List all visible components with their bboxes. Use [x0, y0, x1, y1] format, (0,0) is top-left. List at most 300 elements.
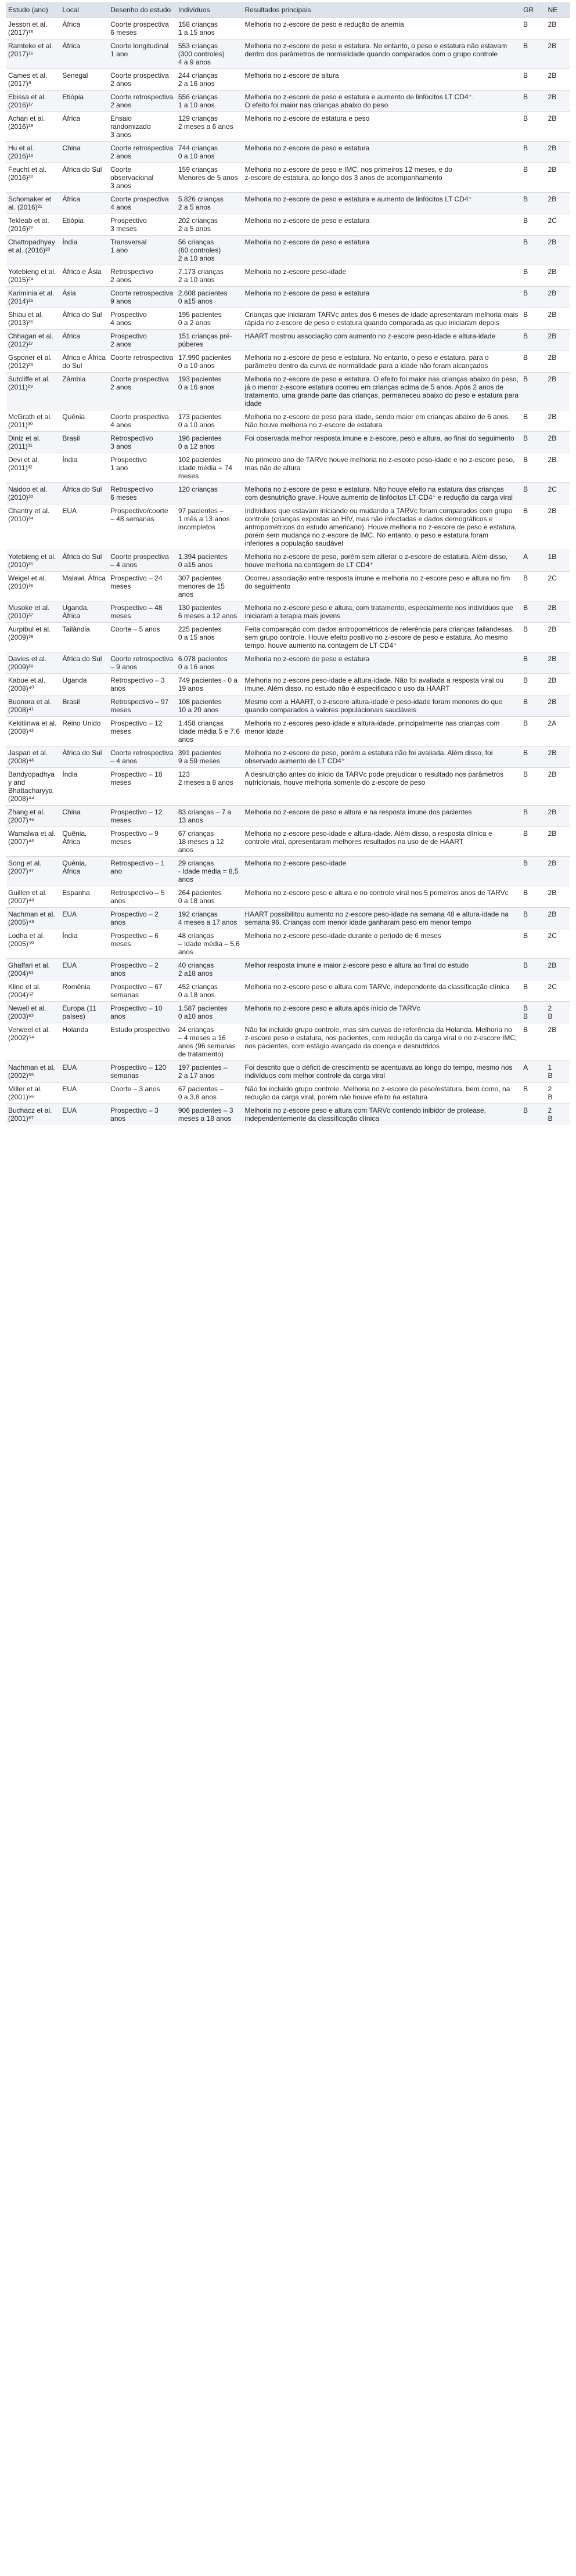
cell-gr: B	[521, 717, 545, 746]
cell-ne: 2C	[546, 929, 570, 959]
cell-individuos: 123 2 meses a 8 anos	[176, 768, 243, 806]
cell-resultados: Melhoria no z-escore de estatura e peso	[242, 112, 521, 142]
cell-resultados: Foi observada melhor resposta imune e z-escore, peso e altura, ao final do seguimento	[242, 432, 521, 453]
cell-local: África do Sul	[60, 652, 108, 674]
cell-resultados: Crianças que iniciaram TARVc antes dos 6 meses de idade apresentaram melhoria mais rápida no z-escore de peso e estatura quando comparada as que iniciaram depois	[242, 308, 521, 330]
cell-gr: B	[521, 768, 545, 806]
cell-estudo: Davies et al. (2009)³⁹	[6, 652, 60, 674]
header-estudo: Estudo (ano)	[6, 2, 60, 18]
cell-individuos: 48 crianças – Idade média – 5,6 anos	[176, 929, 243, 959]
cell-individuos: 83 crianças – 7 a 13 anos	[176, 806, 243, 827]
cell-local: África	[60, 193, 108, 214]
table-row	[6, 717, 570, 746]
cell-gr: B	[521, 695, 545, 717]
cell-desenho: Prospectivo 4 anos	[108, 308, 176, 330]
cell-resultados: Melhoria no z-escore de peso e redução de anemia	[242, 18, 521, 39]
table-row	[6, 623, 570, 652]
cell-estudo: Naidoo et al. (2010)³³	[6, 483, 60, 504]
table-row	[6, 695, 570, 717]
cell-local: Índia	[60, 929, 108, 959]
cell-ne: 2C	[546, 572, 570, 601]
table-row	[6, 827, 570, 857]
cell-ne: 2B	[546, 112, 570, 142]
table-row	[6, 432, 570, 453]
cell-estudo: Weigel et al. (2010)³⁶	[6, 572, 60, 601]
cell-resultados: Feita comparação com dados antropométricos de referência para crianças tailandesas, sem grupo controle. Houve efeito positivo no z-escore de peso e estatura. Ao mesmo tempo, houve aumento na contagem de LT CD4⁺	[242, 623, 521, 652]
cell-desenho: Prospectivo 1 ano	[108, 453, 176, 483]
header-individuos: Indivíduos	[176, 2, 243, 18]
header-ne: NE	[546, 2, 570, 18]
cell-gr: B	[521, 746, 545, 768]
cell-resultados: Melhoria no z-escore de peso e estatura	[242, 287, 521, 308]
cell-gr: B	[521, 193, 545, 214]
cell-individuos: 244 crianças 2 a 16 anos	[176, 69, 243, 91]
cell-gr: B	[521, 308, 545, 330]
table-row	[6, 550, 570, 572]
cell-desenho: Coorte – 3 anos	[108, 1083, 176, 1104]
cell-gr: B	[521, 330, 545, 351]
cell-ne: 2B	[546, 652, 570, 674]
cell-individuos: 5.826 crianças 2 a 5 anos	[176, 193, 243, 214]
cell-local: Índia	[60, 236, 108, 265]
cell-desenho: Prospectivo – 67 semanas	[108, 980, 176, 1002]
cell-ne: 2B	[546, 91, 570, 112]
page	[6, 2, 570, 1125]
cell-ne: 2B	[546, 18, 570, 39]
cell-local: Índia	[60, 453, 108, 483]
table-row	[6, 39, 570, 69]
cell-estudo: Kekitiinwa et al. (2008)⁴²	[6, 717, 60, 746]
cell-ne: 2B	[546, 504, 570, 550]
cell-gr: A	[521, 1061, 545, 1083]
cell-ne: 2B	[546, 373, 570, 410]
table-row	[6, 980, 570, 1002]
table-row	[6, 746, 570, 768]
cell-ne: 2 B	[546, 1104, 570, 1125]
cell-local: África do Sul	[60, 550, 108, 572]
cell-estudo: Cames et al. (2017)⁸	[6, 69, 60, 91]
cell-desenho: Prospectivo/coorte – 48 semanas	[108, 504, 176, 550]
cell-ne: 2B	[546, 827, 570, 857]
cell-ne: 2B	[546, 453, 570, 483]
cell-resultados: Melhoria no z-escore de peso e estatura	[242, 214, 521, 236]
cell-gr: B	[521, 1104, 545, 1125]
cell-local: África do Sul	[60, 163, 108, 193]
table-row	[6, 768, 570, 806]
cell-resultados: Melhoria no z-escore peso e altura após início de TARVc	[242, 1002, 521, 1023]
cell-desenho: Prospectivo – 9 meses	[108, 827, 176, 857]
cell-resultados: Melhoria no z-escore de peso e estatura. Não houve efeito na estatura das crianças com desnutrição grave. Houve aumento de linfócitos LT CD4⁺ e redução da carga viral	[242, 483, 521, 504]
cell-resultados: Melhoria no z-escore de peso, porém sem alterar o z-escore de estatura. Além disso, houve melhoria na contagem de LT CD4⁺	[242, 550, 521, 572]
cell-individuos: 556 crianças 1 a 10 anos	[176, 91, 243, 112]
cell-desenho: Retrospectivo – 3 anos	[108, 674, 176, 695]
cell-gr: B	[521, 112, 545, 142]
cell-individuos: 193 pacientes 0 a 16 anos	[176, 373, 243, 410]
cell-ne: 2B	[546, 308, 570, 330]
table-row	[6, 959, 570, 980]
table-row	[6, 91, 570, 112]
cell-individuos: 195 pacientes 0 a 2 anos	[176, 308, 243, 330]
cell-estudo: Jaspan et al. (2008)⁴³	[6, 746, 60, 768]
cell-individuos: 391 pacientes 9 a 59 meses	[176, 746, 243, 768]
header-gr: GR	[521, 2, 545, 18]
cell-local: Uganda, África	[60, 601, 108, 623]
cell-estudo: Chhagan et al. (2012)²⁷	[6, 330, 60, 351]
cell-local: China	[60, 806, 108, 827]
cell-local: África e África do Sul	[60, 351, 108, 373]
cell-ne: 2B	[546, 432, 570, 453]
cell-gr: B	[521, 601, 545, 623]
cell-individuos: 553 crianças (300 controles) 4 a 9 anos	[176, 39, 243, 69]
cell-ne: 2B	[546, 142, 570, 163]
cell-resultados: Melhoria no z-escores peso-idade e altura-idade, principalmente nas crianças com menor idade	[242, 717, 521, 746]
cell-desenho: Coorte observacional 3 anos	[108, 163, 176, 193]
cell-resultados: Melhoria no z-escore de peso e IMC, nos primeiros 12 meses, e do z-escore de estatura, ao longo dos 3 anos de acompanhamento	[242, 163, 521, 193]
cell-desenho: Prospectivo 3 meses	[108, 214, 176, 236]
cell-gr: B	[521, 287, 545, 308]
cell-local: EUA	[60, 1104, 108, 1125]
cell-individuos: 1.458 crianças Idade média 5 e 7,6 anos	[176, 717, 243, 746]
cell-local: EUA	[60, 1083, 108, 1104]
cell-individuos: 130 pacientes 6 meses a 12 anos	[176, 601, 243, 623]
table-row	[6, 1002, 570, 1023]
cell-desenho: Prospectivo – 10 anos	[108, 1002, 176, 1023]
cell-gr: B	[521, 980, 545, 1002]
cell-resultados: Melhoria no z-escore de peso e estatura. O efeito foi maior nas crianças abaixo do peso, já o menor z-escore estatura ocorreu em crianças acima de 5 anos. Após 2 anos de tratamento, uma grande parte das crianças, permaneceu abaixo do peso e estatura para idade	[242, 373, 521, 410]
cell-gr: B	[521, 572, 545, 601]
table-row	[6, 18, 570, 39]
cell-resultados: Melhoria no z-escore de peso e estatura. No entanto, o peso e estatura não estavam dentro dos parâmetros de normalidade quando comparados com o grupo controle	[242, 39, 521, 69]
cell-local: Romênia	[60, 980, 108, 1002]
cell-individuos: 97 pacientes – 1 mês a 13 anos incompletos	[176, 504, 243, 550]
cell-estudo: Kabue et al. (2008)⁴⁰	[6, 674, 60, 695]
cell-gr: B	[521, 163, 545, 193]
cell-local: Senegal	[60, 69, 108, 91]
table-row	[6, 236, 570, 265]
cell-ne: 2B	[546, 601, 570, 623]
cell-estudo: Diniz et al. (2011)³¹	[6, 432, 60, 453]
cell-resultados: Melhoria no z-escore peso e altura, com tratamento, especialmente nos indivíduos que iniciaram a terapia mais jovens	[242, 601, 521, 623]
cell-gr: B	[521, 1083, 545, 1104]
header-local: Local	[60, 2, 108, 18]
table-row	[6, 483, 570, 504]
cell-estudo: Gsponer et al. (2012)²⁸	[6, 351, 60, 373]
cell-desenho: Prospectivo 2 anos	[108, 330, 176, 351]
cell-resultados: Não foi incluído grupo controle, mas sim curvas de referência da Holanda. Melhoria no z-escore peso e estatura, nos pacientes, com redução da carga viral e no z-escore IMC, nos pacientes, com estágio avançado da doença e desnutridos	[242, 1023, 521, 1061]
cell-individuos: 192 crianças 4 meses a 17 anos	[176, 908, 243, 929]
cell-individuos: 120 crianças	[176, 483, 243, 504]
table-row	[6, 265, 570, 287]
cell-ne: 2 B	[546, 1083, 570, 1104]
cell-desenho: Prospectivo – 48 meses	[108, 601, 176, 623]
cell-resultados: Não foi incluído grupo controle. Melhoria no z-escore de peso/estatura, bem como, na redução da carga viral, porém não houve efeito na estatura	[242, 1083, 521, 1104]
cell-desenho: Estudo prospectivo	[108, 1023, 176, 1061]
cell-ne: 2C	[546, 483, 570, 504]
cell-gr: B	[521, 18, 545, 39]
cell-desenho: Retrospectivo 6 meses	[108, 483, 176, 504]
table-body	[6, 18, 570, 1125]
cell-ne: 2B	[546, 193, 570, 214]
cell-individuos: 906 pacientes – 3 meses a 18 anos	[176, 1104, 243, 1125]
cell-estudo: Song et al. (2007)⁴⁷	[6, 857, 60, 886]
cell-gr: B	[521, 432, 545, 453]
cell-gr: B	[521, 857, 545, 886]
table-row	[6, 929, 570, 959]
cell-gr: B	[521, 806, 545, 827]
cell-individuos: 129 crianças 2 meses a 6 anos	[176, 112, 243, 142]
cell-local: Etiópia	[60, 91, 108, 112]
cell-desenho: Ensaio randomizado 3 anos	[108, 112, 176, 142]
cell-resultados: Melhoria no z-escore peso-idade durante o período de 6 meses	[242, 929, 521, 959]
cell-desenho: Retrospectivo – 97 meses	[108, 695, 176, 717]
cell-desenho: Coorte retrospectiva – 4 anos	[108, 746, 176, 768]
table-row	[6, 351, 570, 373]
cell-individuos: 749 pacientes - 0 a 19 anos	[176, 674, 243, 695]
cell-desenho: Prospectivo – 24 meses	[108, 572, 176, 601]
cell-estudo: Schomaker et al. (2016)²¹	[6, 193, 60, 214]
cell-desenho: Retrospectivo 2 anos	[108, 265, 176, 287]
cell-resultados: A desnutrição antes do início da TARVc pode prejudicar o resultado nos parâmetros nutricionais, houve melhoria somente do z-escore de peso	[242, 768, 521, 806]
cell-resultados: HAART possibilitou aumento no z-escore peso-idade na semana 48 e altura-idade na semana 96. Crianças com menor idade ganharam peso em menor tempo	[242, 908, 521, 929]
cell-individuos: 151 crianças pré-púberes	[176, 330, 243, 351]
cell-resultados: Melhoria no z-escore peso-idade	[242, 857, 521, 886]
cell-estudo: Hu et al. (2016)¹⁹	[6, 142, 60, 163]
cell-estudo: Newell et al. (2003)⁵³	[6, 1002, 60, 1023]
cell-resultados: No primeiro ano de TARVc houve melhoria no z-escore peso-idade e no z-escore peso, mas não de altura	[242, 453, 521, 483]
cell-desenho: Coorte prospectiva 6 meses	[108, 18, 176, 39]
cell-estudo: Verweel et al. (2002)⁵⁴	[6, 1023, 60, 1061]
cell-resultados: Melhoria no z-escore peso-idade	[242, 265, 521, 287]
table-row	[6, 652, 570, 674]
header-row	[6, 2, 570, 18]
cell-resultados: Foi descrito que o déficit de crescimento se acentuava ao longo do tempo, mesmo nos indivíduos com melhor controle da carga viral	[242, 1061, 521, 1083]
cell-individuos: 307 pacientes menores de 15 anos	[176, 572, 243, 601]
cell-desenho: Coorte longitudinal 1 ano	[108, 39, 176, 69]
table-row	[6, 857, 570, 886]
cell-gr: B	[521, 483, 545, 504]
cell-desenho: Retrospectivo 3 anos	[108, 432, 176, 453]
cell-ne: 2B	[546, 746, 570, 768]
cell-estudo: Bandyopadhyay and Bhattacharyya (2008)⁴⁴	[6, 768, 60, 806]
cell-local: EUA	[60, 959, 108, 980]
cell-individuos: 7.173 crianças 2 a 10 anos	[176, 265, 243, 287]
table-row	[6, 1104, 570, 1125]
cell-ne: 2B	[546, 330, 570, 351]
cell-local: Quênia, África	[60, 827, 108, 857]
cell-estudo: Zhang et al. (2007)⁴⁵	[6, 806, 60, 827]
cell-estudo: Devi et al. (2011)³²	[6, 453, 60, 483]
cell-estudo: Ramteke et al. (2017)¹⁶	[6, 39, 60, 69]
cell-ne: 2B	[546, 351, 570, 373]
cell-gr: B	[521, 39, 545, 69]
cell-gr: B	[521, 886, 545, 908]
cell-resultados: Melhoria no z-escore de peso e estatura	[242, 652, 521, 674]
cell-ne: 1B	[546, 550, 570, 572]
cell-resultados: Melhoria no z-escore peso e altura com TARVc contendo inibidor de protease, independentemente da classificação clínica	[242, 1104, 521, 1125]
cell-ne: 2B	[546, 959, 570, 980]
cell-estudo: Yotebieng et al. (2015)²⁴	[6, 265, 60, 287]
cell-individuos: 202 crianças 2 a 5 anos	[176, 214, 243, 236]
cell-gr: B B	[521, 1002, 545, 1023]
table-row	[6, 308, 570, 330]
cell-resultados: Melhoria no z-escore de peso para idade, sendo maior em crianças abaixo de 6 anos. Não houve melhoria no z-escore de estatura	[242, 410, 521, 432]
cell-local: África e Ásia	[60, 265, 108, 287]
cell-gr: B	[521, 351, 545, 373]
cell-local: Quênia	[60, 410, 108, 432]
cell-desenho: Coorte retrospectiva – 9 anos	[108, 652, 176, 674]
cell-desenho: Prospectivo – 12 meses	[108, 717, 176, 746]
cell-desenho: Coorte prospectiva 4 anos	[108, 410, 176, 432]
cell-individuos: 196 pacientes 0 a 12 anos	[176, 432, 243, 453]
cell-resultados: Indivíduos que estavam iniciando ou mudando a TARVc foram comparados com grupo controle (crianças expostas ao HIV, mas não infectadas e dados demográficos e antropométricos do estudo americano). Houve melhoria no z-escore de peso e estatura, porém sem mudança no z-escore de IMC. No entanto, o peso e estatura foram inferiores a população saudável	[242, 504, 521, 550]
cell-local: África do Sul	[60, 308, 108, 330]
table-row	[6, 1061, 570, 1083]
cell-local: Brasil	[60, 432, 108, 453]
cell-resultados: HAART mostrou associação com aumento no z-escore peso-idade e altura-idade	[242, 330, 521, 351]
cell-local: Espanha	[60, 886, 108, 908]
cell-estudo: Achan et al. (2016)¹⁸	[6, 112, 60, 142]
cell-gr: B	[521, 236, 545, 265]
cell-resultados: Melhoria no z-escore de peso e altura e na resposta imune dos pacientes	[242, 806, 521, 827]
cell-ne: 2B	[546, 265, 570, 287]
cell-local: EUA	[60, 1061, 108, 1083]
cell-resultados: Melhoria no z-escore de altura	[242, 69, 521, 91]
cell-desenho: Prospectivo – 12 meses	[108, 806, 176, 827]
cell-individuos: 6.078 pacientes 0 a 16 anos	[176, 652, 243, 674]
cell-individuos: 40 crianças 2 a18 anos	[176, 959, 243, 980]
cell-resultados: Melhor resposta imune e maior z-escore peso e altura ao final do estudo	[242, 959, 521, 980]
cell-ne: 2C	[546, 980, 570, 1002]
cell-individuos: 17.990 pacientes 0 a 10 anos	[176, 351, 243, 373]
cell-estudo: Kline et al. (2004)⁵²	[6, 980, 60, 1002]
cell-estudo: Sutcliffe et al. (2011)²⁹	[6, 373, 60, 410]
table-row	[6, 287, 570, 308]
cell-desenho: Coorte retrospectiva 9 anos	[108, 287, 176, 308]
cell-desenho: Prospectivo – 18 meses	[108, 768, 176, 806]
cell-ne: 2B	[546, 39, 570, 69]
cell-individuos: 24 crianças – 4 meses a 16 anos (96 semanas de tratamento)	[176, 1023, 243, 1061]
cell-individuos: 264 pacientes 0 a 18 anos	[176, 886, 243, 908]
cell-ne: 2B	[546, 806, 570, 827]
cell-desenho: Prospectivo – 120 semanas	[108, 1061, 176, 1083]
cell-gr: B	[521, 453, 545, 483]
cell-gr: B	[521, 929, 545, 959]
table-row	[6, 674, 570, 695]
cell-desenho: Prospectivo – 2 anos	[108, 908, 176, 929]
cell-gr: B	[521, 265, 545, 287]
cell-individuos: 173 pacientes 0 a 10 anos	[176, 410, 243, 432]
cell-gr: B	[521, 91, 545, 112]
cell-resultados: Melhoria no z-escore peso e altura com TARVc, independente da classificação clínica	[242, 980, 521, 1002]
cell-individuos: 225 pacientes 0 a 15 anos	[176, 623, 243, 652]
cell-individuos: 67 pacientes – 0 a 3,8 anos	[176, 1083, 243, 1104]
cell-local: África	[60, 18, 108, 39]
cell-gr: B	[521, 504, 545, 550]
cell-estudo: Jesson et al. (2017)¹⁵	[6, 18, 60, 39]
table-row	[6, 163, 570, 193]
cell-resultados: Melhoria no z-escore de peso e estatura e aumento de linfócitos LT CD4⁺	[242, 193, 521, 214]
cell-individuos: 158 crianças 1 a 15 anos	[176, 18, 243, 39]
cell-ne: 2B	[546, 886, 570, 908]
cell-gr: B	[521, 1023, 545, 1061]
cell-resultados: Melhoria no z-escore peso e altura e no controle viral nos 5 primeiros anos de TARVc	[242, 886, 521, 908]
table-row	[6, 69, 570, 91]
cell-local: Malawi, África	[60, 572, 108, 601]
cell-desenho: Coorte retrospectiva 2 anos	[108, 91, 176, 112]
cell-ne: 2B	[546, 287, 570, 308]
cell-estudo: Buchacz et al. (2001)⁵⁷	[6, 1104, 60, 1125]
cell-local: Uganda	[60, 674, 108, 695]
cell-gr: A	[521, 550, 545, 572]
cell-individuos: 108 pacientes 10 a 20 anos	[176, 695, 243, 717]
cell-resultados: Melhoria no z-escore de peso e estatura	[242, 236, 521, 265]
cell-estudo: Aurpibul et al. (2009)³⁸	[6, 623, 60, 652]
cell-local: China	[60, 142, 108, 163]
cell-gr: B	[521, 908, 545, 929]
cell-gr: B	[521, 69, 545, 91]
cell-estudo: Wamalwa et al. (2007)⁴⁶	[6, 827, 60, 857]
cell-estudo: Chantry et al. (2010)³⁴	[6, 504, 60, 550]
cell-resultados: Melhoria no z-escore peso-idade e altura-idade. Além disso, a resposta clínica e controle viral, apresentaram melhores resultados na uso de de HAART	[242, 827, 521, 857]
cell-local: Etiópia	[60, 214, 108, 236]
table-row	[6, 453, 570, 483]
cell-resultados: Melhoria no z-escore de peso, porém a estatura não foi avaliada. Além disso, foi observado aumento de LT CD4⁺	[242, 746, 521, 768]
cell-estudo: Yotebieng et al. (2010)³⁵	[6, 550, 60, 572]
cell-desenho: Prospectivo – 3 anos	[108, 1104, 176, 1125]
table-row	[6, 214, 570, 236]
cell-ne: 2B	[546, 857, 570, 886]
cell-estudo: Guillen et al. (2007)⁴⁸	[6, 886, 60, 908]
cell-gr: B	[521, 214, 545, 236]
cell-gr: B	[521, 827, 545, 857]
cell-ne: 2B	[546, 674, 570, 695]
cell-individuos: 197 pacientes – 2 a 17 anos	[176, 1061, 243, 1083]
cell-local: Quênia, África	[60, 857, 108, 886]
cell-resultados: Melhoria no z-escore peso-idade e altura-idade. Não foi avaliada a resposta viral ou imune. Além disso, no estudo não é especificado o uso da HAART	[242, 674, 521, 695]
cell-gr: B	[521, 142, 545, 163]
cell-desenho: Coorte retrospectiva 2 anos	[108, 142, 176, 163]
cell-individuos: 67 crianças 18 meses a 12 anos	[176, 827, 243, 857]
cell-local: África	[60, 330, 108, 351]
table-row	[6, 330, 570, 351]
cell-ne: 2B	[546, 236, 570, 265]
cell-desenho: Coorte retrospectiva	[108, 351, 176, 373]
cell-gr: B	[521, 623, 545, 652]
cell-estudo: Kariminia et al. (2014)²⁵	[6, 287, 60, 308]
cell-local: EUA	[60, 504, 108, 550]
cell-desenho: Prospectivo – 2 anos	[108, 959, 176, 980]
cell-local: Reino Unido	[60, 717, 108, 746]
cell-ne: 2B	[546, 1023, 570, 1061]
cell-local: Tailândia	[60, 623, 108, 652]
cell-estudo: Miller et al. (2001)⁵⁶	[6, 1083, 60, 1104]
header-desenho: Desenho do estudo	[108, 2, 176, 18]
cell-desenho: Transversal 1 ano	[108, 236, 176, 265]
table-row	[6, 886, 570, 908]
cell-ne: 2B	[546, 163, 570, 193]
cell-ne: 2A	[546, 717, 570, 746]
cell-estudo: Shiau et al. (2013)²⁶	[6, 308, 60, 330]
cell-ne: 2B	[546, 69, 570, 91]
table-row	[6, 572, 570, 601]
cell-local: Brasil	[60, 695, 108, 717]
table-row	[6, 908, 570, 929]
cell-gr: B	[521, 410, 545, 432]
cell-desenho: Coorte prospectiva 2 anos	[108, 69, 176, 91]
cell-desenho: Coorte prospectiva – 4 anos	[108, 550, 176, 572]
cell-ne: 2B	[546, 908, 570, 929]
cell-local: Europa (11 países)	[60, 1002, 108, 1023]
